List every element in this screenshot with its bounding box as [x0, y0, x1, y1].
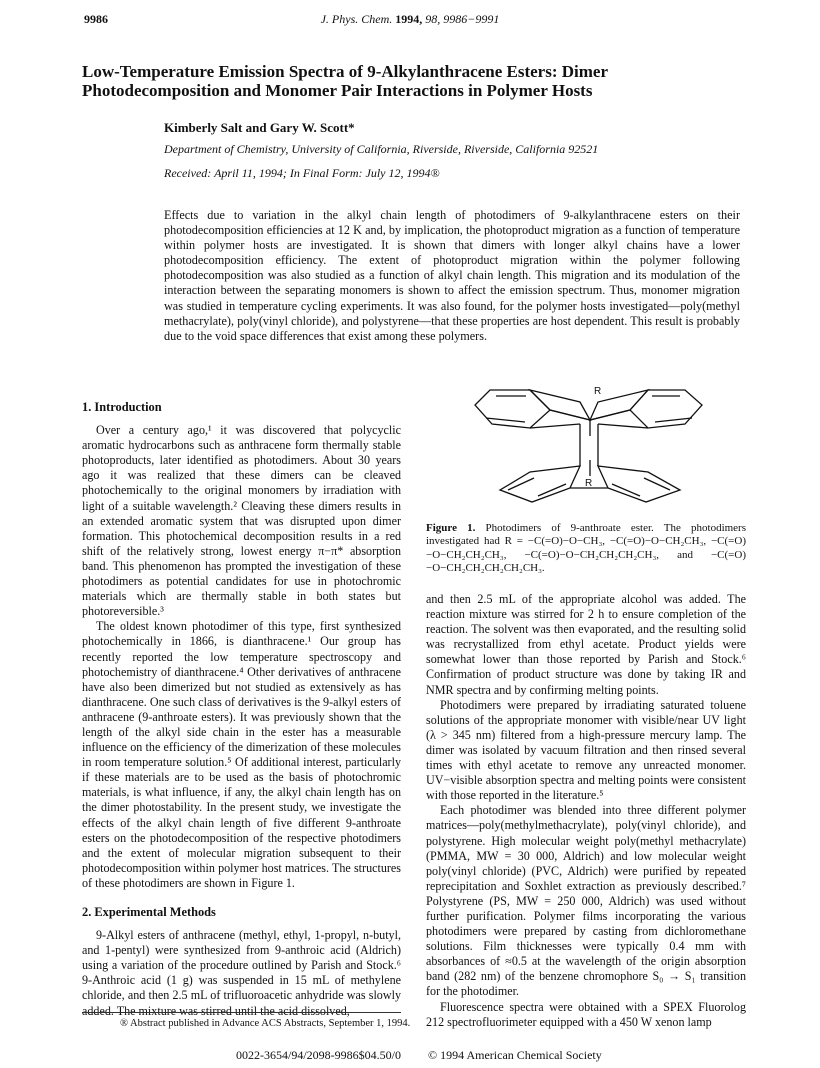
experimental-paragraph-4: Each photodimer was blended into three different polymer matrices—poly(methylmethacrylate), poly(vinyl chloride), and polystyrene. High molecular weight poly(methyl methacrylate) (PMMA, MW = 30 000, Aldrich) and low molecular weight poly(vinyl chloride) (PVC, Aldrich) were purified by repeated reprecipitation and Soxhlet extraction as previously described.⁷ Polystyrene (PS, MW = 250 000, Aldrich) was used without further purification. Polymer films incorporating the various photodimers were prepared by casting from dichloromethane solutions. Film thicknesses were typically 0.4 mm with absorbances of ≈0.5 at the wavelength of the origin absorption band (282 nm) of the benzene chromophore S₀ → S₁ transition for the photodimer.: [426, 803, 746, 999]
figure-1-structure: [470, 380, 710, 510]
affiliation: Department of Chemistry, University of California, Riverside, Riverside, California 92521: [164, 142, 599, 156]
page-number: 9986: [84, 12, 108, 26]
experimental-paragraph-1: 9-Alkyl esters of anthracene (methyl, ethyl, 1-propyl, n-butyl, and 1-pentyl) were synthesized from 9-anthroic acid (Aldrich) using a variation of the procedure outlined by Parish and Stock.⁶ 9-Anthroic acid (1 g) was suspended in 15 mL of methylene chloride, and then 2.5 mL of trifluoroacetic anhydride was slowly added. The mixture was stirred until the acid dissolved,: [82, 928, 401, 1018]
experimental-paragraph-2: and then 2.5 mL of the appropriate alcohol was added. The reaction mixture was stirred for 2 h to ensure completion of the reaction. The solvent was then evaporated, and the resulting solid was recrystallized from ethyl acetate. Product yields were somewhat lower than those reported by Parish and Stock.⁶ Confirmation of product structure was done by taking IR and NMR spectra and by confirming melting points.: [426, 592, 746, 697]
figure-caption: [426, 522, 746, 575]
figure-caption-label: Figure 1.: [426, 522, 476, 534]
received-dates: Received: April 11, 1994; In Final Form: July 12, 1994®: [164, 166, 440, 180]
experimental-paragraph-3: Photodimers were prepared by irradiating saturated toluene solutions of the appropriate monomer with visible/near UV light (λ > 345 nm) filtered from a high-pressure mercury lamp. The dimer was isolated by vacuum filtration and then rinsed several times with ethyl acetate to remove any unreacted monomer. UV−visible absorption spectra and melting points were consistent with those reported in the literature.⁵: [426, 697, 746, 803]
running-header: [0, 12, 820, 27]
paper-title: Low-Temperature Emission Spectra of 9-Alkylanthracene Esters: Dimer Photodecomposition and Monomer Pair Interactions in Polymer Hosts: [82, 62, 608, 100]
r-label-top: R: [594, 386, 602, 397]
copyright: © 1994 American Chemical Society: [428, 1048, 602, 1062]
left-column: [82, 400, 401, 1019]
journal-name: J. Phys. Chem.: [320, 12, 393, 26]
experimental-paragraph-5: Fluorescence spectra were obtained with a SPEX Fluorolog 212 spectrofluorimeter equipped with a 450 W xenon lamp: [426, 999, 746, 1029]
right-column: [426, 592, 746, 1030]
intro-paragraph-2: The oldest known photodimer of this type, first synthesized photochemically in 1866, is dianthracene.¹ Our group has recently reported the low temperature spectroscopy and photochemistry of dianthracene.⁴ Other derivatives of anthracene have also been dimerized but not studied as extensively as has dianthracene. One such class of derivatives is the 9-alkyl esters of anthracene (9-anthroate esters). It was previously shown that the length of the alkyl side chain in the ester has a measurable influence on the efficiency of the dimerization of these molecules in room temperature solution.⁵ Of additional interest, particularly if these materials are to be used as the basis of photochromic materials, is what influence, if any, the alkyl chain length has on the dimer photostability. In the present study, we investigate the effects of the alkyl chain length of five different 9-anthroate esters on the photodecomposition of the respective photodimers and the extent of molecular migration subsequent to their photodecomposition within polymer host matrices. The structures of these photodimers are shown in Figure 1.: [82, 619, 401, 890]
abstract: Effects due to variation in the alkyl chain length of photodimers of 9-alkylanthracene esters on their photodecomposition efficiencies at 12 K and, by implication, the photoproduct migration as a function of temperature within polymer hosts are investigated. It is shown that dimers with longer alkyl chains have a lower photodecomposition efficiency. The extent of photoproduct migration within the polymer following photodecomposition was also studied as a function of alkyl chain length. This migration and its modulation of the interaction between the separating monomers is shown to affect the emission spectrum. Thus, monomer migration was studied in temperature cycling experiments. It was also found, for the polymer hosts investigated—poly(methyl methacrylate), poly(vinyl chloride), and polystyrene—that these properties are host dependent. This result is probably due to the void space differences that exist among these polymers.: [164, 208, 740, 343]
article-code: 0022-3654/94/2098-9986$04.50/0: [236, 1048, 401, 1062]
journal-year: 1994,: [395, 12, 423, 26]
authors: Kimberly Salt and Gary W. Scott*: [164, 120, 355, 135]
r-label-bottom: R: [585, 478, 593, 489]
journal-volume-pages: 98, 9986−9991: [425, 12, 500, 26]
footnote-divider: [82, 1012, 401, 1013]
section-heading-experimental: 2. Experimental Methods: [82, 905, 216, 919]
intro-paragraph-1: Over a century ago,¹ it was discovered that polycyclic aromatic hydrocarbons such as anthracene form thermally stable photoproducts, later identified as photodimers. About 30 years ago it was realized that these dimers can be cleaved photochemically to the original monomers by irradiation with light of a suitable wavelength.² Cleaving these dimers results in an extended aromatic system that was disrupted upon dimer formation. This photochemical decomposition results in a red shift of the relatively strong, lowest energy π−π* absorption band. This phenomenon has prompted the investigation of these photodimers as potential candidates for use in photochromic materials which are thermally stable in both states but photoreversible.³: [82, 423, 401, 619]
figure-caption-text: Photodimers of 9-anthroate ester. The photodimers investigated had R = −C(=O)−O−CH₃, −C(=O)−O−CH₂CH₃, −C(=O)−O−CH₂CH₂CH₃, −C(=O)−O−CH₂CH₂CH₂CH₃, and −C(=O)−O−CH₂CH₂CH₂CH₂CH₃.: [426, 522, 747, 574]
section-heading-introduction: 1. Introduction: [82, 400, 162, 414]
footnote: ® Abstract published in Advance ACS Abstracts, September 1, 1994.: [120, 1018, 411, 1029]
